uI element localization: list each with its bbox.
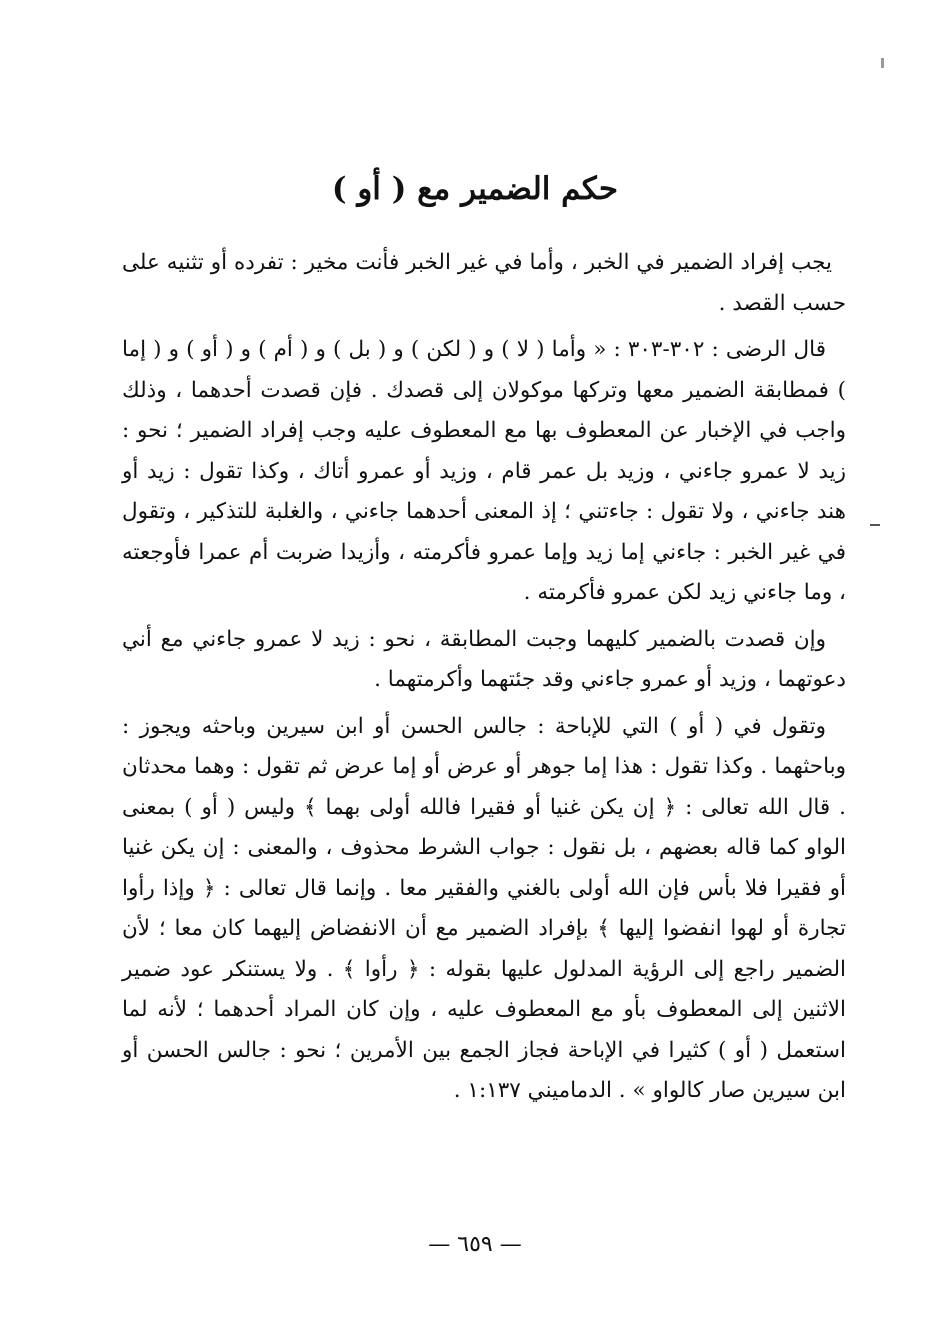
paragraph-3: وإن قصدت بالضمير كليهما وجبت المطابقة ، نحو : زيد لا عمرو جاءني مع أني دعوتهما ، وزيد أو عمرو جاءني وقد جئتهما وأكرمتهما . <box>122 626 846 692</box>
page-title: حكم الضمير مع ( أو ) <box>331 170 619 207</box>
scan-mark <box>870 524 880 526</box>
body-text <box>122 243 846 1118</box>
page-number: — ٦٥٩ — <box>428 1232 522 1257</box>
paragraph-1: يجب إفراد الضمير في الخبر ، وأما في غير الخبر فأنت مخير : تفرده أو تثنيه على حسب القصد . <box>122 250 846 316</box>
paragraph-2: قال الرضى : ٣٠٢-٣٠٣ : « وأما ( لا ) و ( لكن ) و ( بل ) و ( أم ) و ( أو ) و ( إما ) فمطابقة الضمير معها وتركها موكولان إلى قصدك . فإن قصدت أحدهما ، وذلك واجب في الإخبار عن المعطوف بها مع المعطوف عليه وجب إفراد الضمير ؛ نحو : زيد لا عمرو جاءني ، وزيد بل عمر قام ، وزيد أو عمرو أتاك ، وكذا تقول : زيد أو هند جاءني ، ولا تقول : جاءتني ؛ إذ المعنى أحدهما جاءني ، والغلبة للتذكير ، وتقول في غير الخبر : جاءني إما زيد وإما عمرو فأكرمته ، وأزيدا ضربت أم عمرا فأوجعته ، وما جاءني زيد لكن عمرو فأكرمته . <box>122 337 846 605</box>
scan-mark-top <box>881 58 884 68</box>
paragraph-4: وتقول في ( أو ) التي للإباحة : جالس الحسن أو ابن سيرين وباحثه ويجوز : وباحثهما . وكذا تقول : هذا إما جوهر أو عرض أو إما عرض ثم تقول : وهما محدثان . قال الله تعالى : ﴿ إن يكن غنيا أو فقيرا فالله أولى بهما ﴾ وليس ( أو ) بمعنى الواو كما قاله بعضهم ، بل نقول : جواب الشرط محذوف ، والمعنى : إن يكن غنيا أو فقيرا فلا بأس فإن الله أولى بالغني والفقير معا . وإنما قال تعالى : ﴿ وإذا رأوا تجارة أو لهوا انفضوا إليها ﴾ بإفراد الضمير مع أن الانفضاض إليهما كان معا ؛ لأن الضمير راجع إلى الرؤية المدلول عليها بقوله : ﴿ رأوا ﴾ . ولا يستنكر عود ضمير الاثنين إلى المعطوف بأو مع المعطوف عليه ، وإن كان المراد أحدهما ؛ لأنه لما استعمل ( أو ) كثيرا في الإباحة فجاز الجمع بين الأمرين ؛ نحو : جالس الحسن أو ابن سيرين صار كالواو » . الدماميني ١:١٣٧ . <box>122 713 846 1103</box>
